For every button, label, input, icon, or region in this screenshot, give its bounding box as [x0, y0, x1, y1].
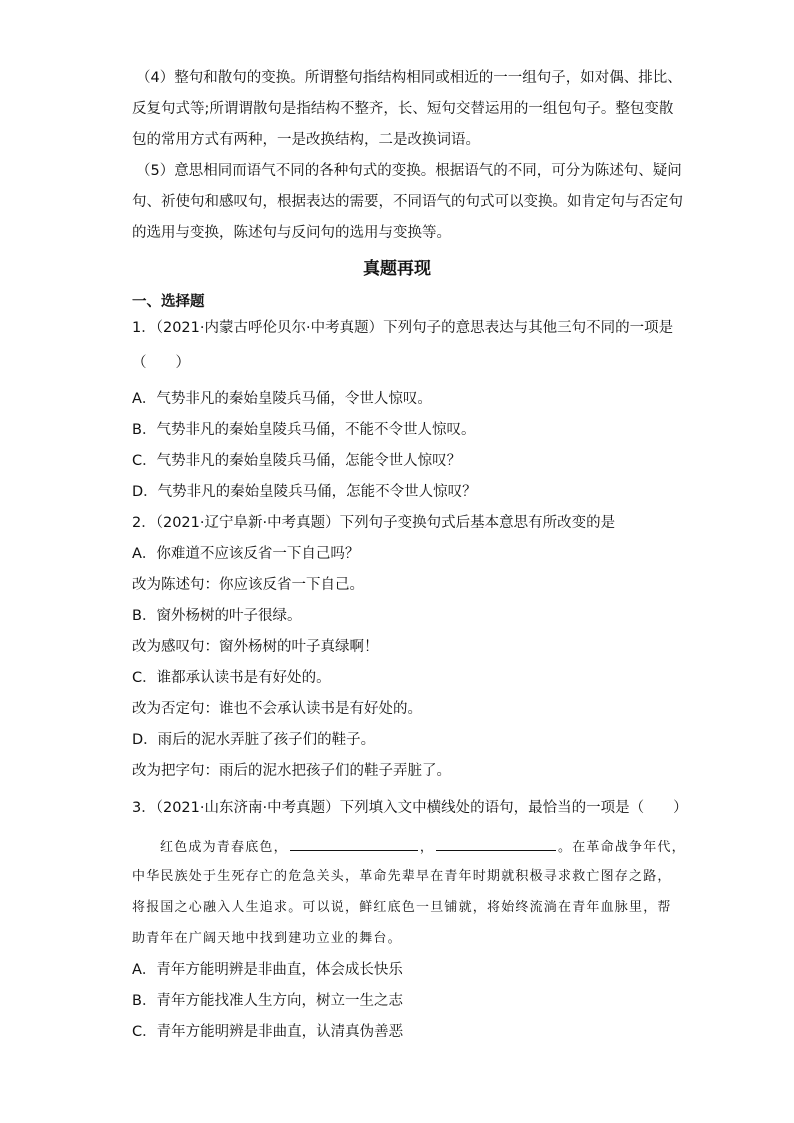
- q2-option-a: A．你难道不应该反省一下自己吗？: [132, 546, 360, 562]
- q3-passage-line2: 中华民族处于生死存亡的危急关头，革命先辈早在青年时期就积极寻求救亡图存之路，: [132, 869, 672, 884]
- q3-blank-1: [290, 836, 418, 851]
- q3-stem: 3．（2021·山东济南·中考真题）下列填入文中横线处的语句，最恰当的一项是（ ）: [132, 800, 688, 816]
- q2-option-b-rewrite: 改为感叹句：窗外杨树的叶子真绿啊！: [132, 639, 379, 655]
- intro-p5-line3: 的选用与变换，陈述句与反问句的选用与变换等。: [132, 225, 451, 241]
- q2-option-d: D．雨后的泥水弄脏了孩子们的鞋子。: [132, 732, 376, 748]
- q1-option-c: C．气势非凡的秦始皇陵兵马俑，怎能令世人惊叹？: [132, 453, 462, 469]
- q3-option-a: A．青年方能明辨是非曲直，体会成长快乐: [132, 962, 403, 978]
- q3-blank-2: [436, 836, 556, 851]
- q3-passage-text-c: 。在革命战争年代，: [558, 840, 686, 855]
- q2-option-c: C．谁都承认读书是有好处的。: [132, 670, 331, 686]
- q3-option-b: B．青年方能找准人生方向，树立一生之志: [132, 993, 403, 1009]
- q3-passage-text-a: 红色成为青春底色，: [160, 840, 288, 855]
- q3-passage-line1: [160, 836, 686, 858]
- q2-option-c-rewrite: 改为否定句：谁也不会承认读书是有好处的。: [132, 701, 422, 717]
- q3-option-c: C．青年方能明辨是非曲直，认清真伪善恶: [132, 1024, 404, 1040]
- q2-option-b: B．窗外杨树的叶子很绿。: [132, 608, 302, 624]
- q2-option-a-rewrite: 改为陈述句：你应该反省一下自己。: [132, 577, 364, 593]
- q3-passage-line3: 将报国之心融入人生追求。可以说，鲜红底色一旦铺就，将始终流淌在青年血脉里，帮: [132, 900, 672, 915]
- q1-stem-line2: （ ）: [132, 355, 190, 371]
- q3-passage-text-b: ，: [419, 840, 435, 855]
- section-heading: 一、选择题: [132, 294, 205, 310]
- q2-option-d-rewrite: 改为把字句：雨后的泥水把孩子们的鞋子弄脏了。: [132, 763, 451, 779]
- section-title: 真题再现: [363, 259, 431, 279]
- q1-option-a: A．气势非凡的秦始皇陵兵马俑，令世人惊叹。: [132, 391, 432, 407]
- intro-p5-line2: 句、祈使句和感叹句，根据表达的需要，不同语气的句式可以变换。如肯定句与否定句: [132, 194, 683, 210]
- q1-stem-line1: 1．（2021·内蒙古呼伦贝尔·中考真题）下列句子的意思表达与其他三句不同的一项是: [132, 320, 674, 336]
- intro-p4-line2: 反复句式等;所谓谓散句是指结构不整齐，长、短句交替运用的一组包句子。整包变散: [132, 101, 674, 117]
- intro-p4-line1: （4）整句和散句的变换。所谓整句指结构相同或相近的一一组句子，如对偶、排比、: [136, 70, 682, 86]
- q3-passage-line4: 助青年在广阔天地中找到建功立业的舞台。: [132, 931, 402, 946]
- q1-option-b: B．气势非凡的秦始皇陵兵马俑，不能不令世人惊叹。: [132, 422, 476, 438]
- q1-option-d: D．气势非凡的秦始皇陵兵马俑，怎能不令世人惊叹？: [132, 484, 477, 500]
- intro-p4-line3: 包的常用方式有两种，一是改换结构，二是改换词语。: [132, 132, 480, 148]
- q2-stem: 2．（2021·辽宁阜新·中考真题）下列句子变换句式后基本意思有所改变的是: [132, 515, 616, 531]
- intro-p5-line1: （5）意思相同而语气不同的各种句式的变换。根据语气的不同，可分为陈述句、疑问: [136, 163, 682, 179]
